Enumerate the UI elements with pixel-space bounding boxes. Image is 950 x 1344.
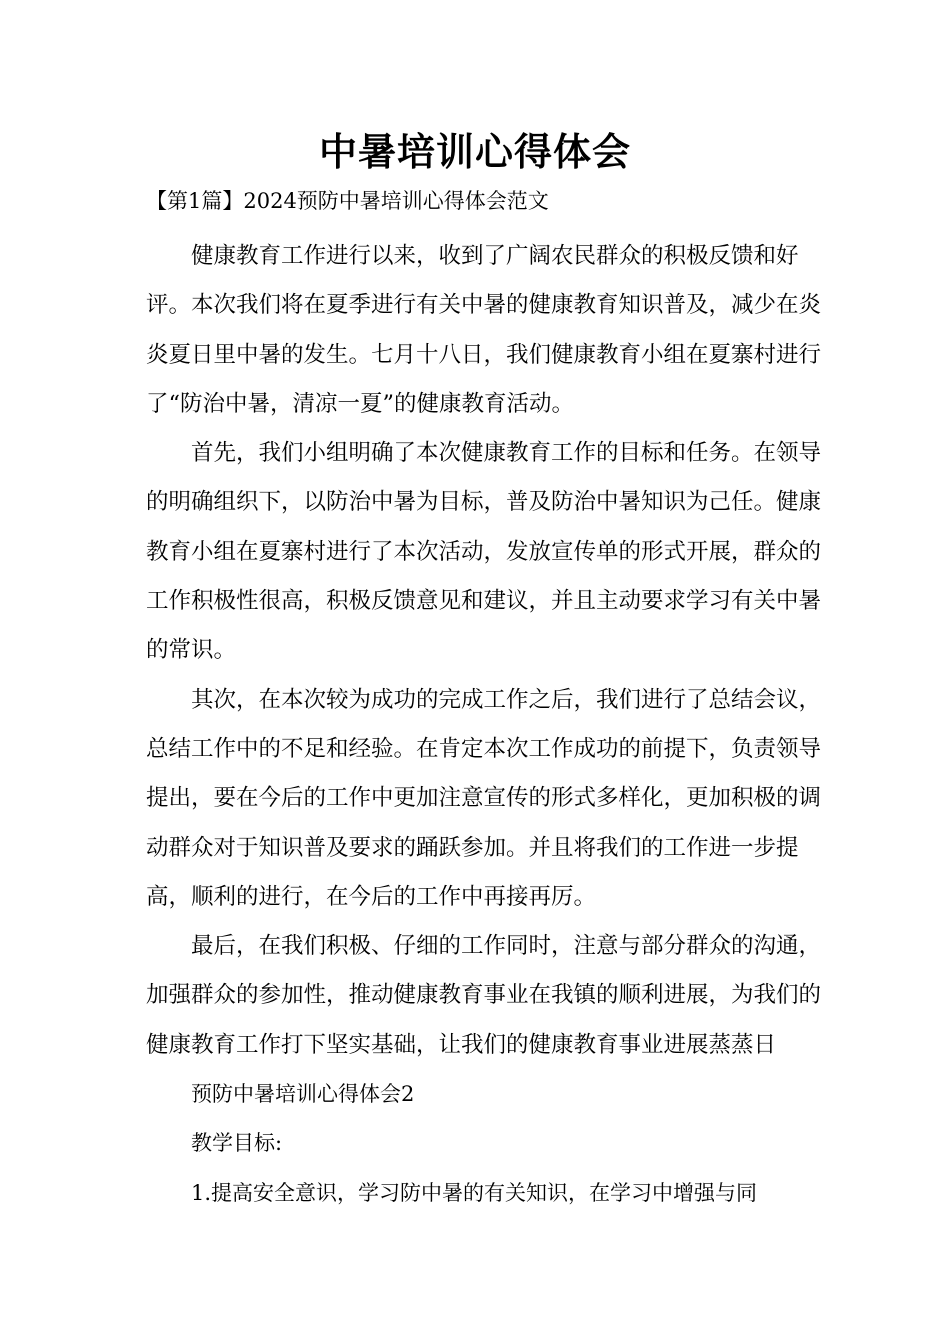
document-body [146, 232, 836, 1218]
paragraph-3: 其次，在本次较为成功的完成工作之后，我们进行了总结会议，总结工作中的不足和经验。在肯定本次工作成功的前提下，负责领导提出，要在今后的工作中更加注意宣传的形式多样化，更加积极的调动群众对于知识普及要求的踊跃参加。并且将我们的工作进一步提高，顺利的进行，在今后的工作中再接再厉。 [146, 686, 822, 910]
teaching-goal-label: 教学目标: [191, 1131, 283, 1156]
section-2-title: 预防中暑培训心得体会2 [191, 1082, 415, 1107]
document-title: 中暑培训心得体会 [318, 129, 631, 174]
article-subtitle: 【第1篇】2024预防中暑培训心得体会范文 [146, 189, 549, 213]
goal-item-1: 1.提高安全意识，学习防中暑的有关知识，在学习中增强与同 [191, 1180, 758, 1205]
paragraph-2: 首先，我们小组明确了本次健康教育工作的目标和任务。在领导的明确组织下，以防治中暑为目标，普及防治中暑知识为己任。健康教育小组在夏寨村进行了本次活动，发放宣传单的形式开展，群众的工作积极性很高，积极反馈意见和建议，并且主动要求学习有关中暑的常识。 [146, 440, 822, 664]
paragraph-4: 最后，在我们积极、仔细的工作同时，注意与部分群众的沟通，加强群众的参加性，推动健康教育事业在我镇的顺利进展，为我们的健康教育工作打下坚实基础，让我们的健康教育事业进展蒸蒸日 [146, 933, 822, 1058]
paragraph-1: 健康教育工作进行以来，收到了广阔农民群众的积极反馈和好评。本次我们将在夏季进行有关中暑的健康教育知识普及，减少在炎炎夏日里中暑的发生。七月十八日，我们健康教育小组在夏寨村进行了“防治中暑，清凉一夏”的健康教育活动。 [146, 243, 822, 417]
